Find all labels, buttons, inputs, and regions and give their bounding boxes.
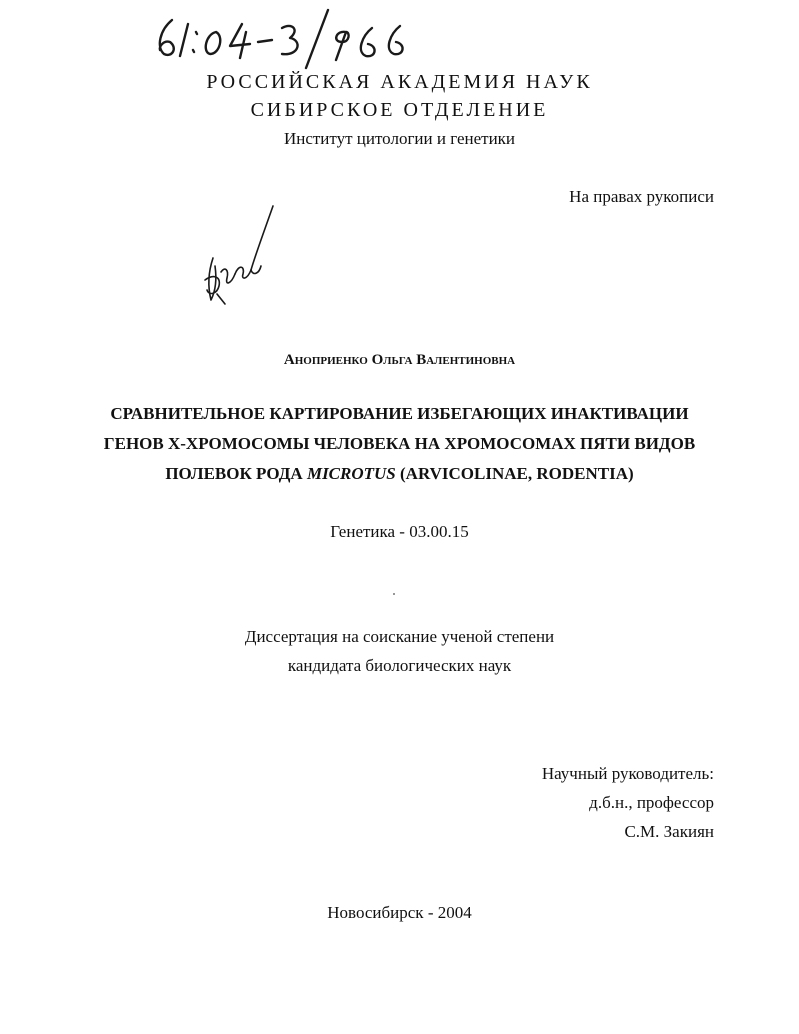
title-line-2: ГЕНОВ X-ХРОМОСОМЫ ЧЕЛОВЕКА НА ХРОМОСОМАХ ПЯТИ ВИДОВ	[103, 434, 696, 453]
city-year: Новосибирск - 2004	[327, 903, 472, 922]
rights-note: На правах рукописи	[569, 187, 714, 206]
supervisor-name: С.М. Закиян	[624, 822, 714, 841]
title-genus: MICROTUS	[306, 464, 396, 483]
title-line-3	[0, 462, 799, 486]
dissertation-line-1: Диссертация на соискание ученой степени	[244, 627, 555, 646]
title-line-1: СРАВНИТЕЛЬНОЕ КАРТИРОВАНИЕ ИЗБЕГАЮЩИХ ИНАКТИВАЦИИ	[110, 404, 689, 423]
branch-name: СИБИРСКОЕ ОТДЕЛЕНИЕ	[250, 99, 549, 121]
handwritten-catalog-number	[150, 2, 420, 72]
academy-name: РОССИЙСКАЯ АКАДЕМИЯ НАУК	[206, 71, 593, 93]
institute-name: Институт цитологии и генетики	[283, 129, 516, 148]
specialty-code: Генетика - 03.00.15	[330, 522, 469, 541]
supervisor-label: Научный руководитель:	[541, 764, 714, 783]
title-line-3-prefix: ПОЛЕВОК РОДА	[165, 464, 303, 483]
title-line-3-suffix: (ARVICOLINAE, RODENTIA)	[400, 464, 634, 483]
dissertation-line-2: кандидата биологических наук	[287, 656, 512, 675]
author-given-names: Ольга Валентиновна	[371, 352, 516, 368]
signature-mark	[195, 200, 280, 310]
author-name	[0, 350, 799, 370]
supervisor-degree: д.б.н., профессор	[589, 793, 714, 812]
author-surname: Аноприенко	[283, 352, 368, 368]
scan-speck	[393, 593, 395, 595]
